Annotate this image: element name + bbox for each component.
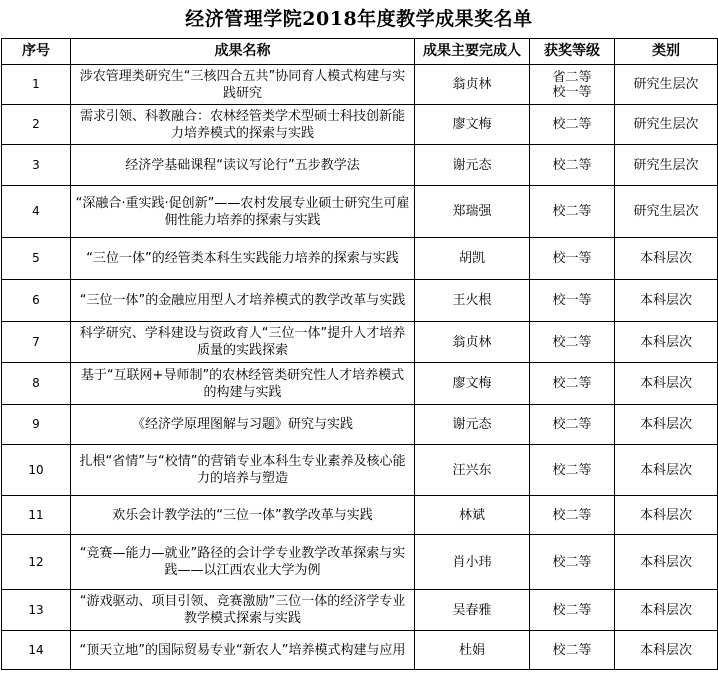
row-award-level: [530, 535, 615, 590]
header-name: 成果名称: [71, 39, 415, 65]
row-index: 8: [2, 363, 71, 405]
table-row: [2, 186, 718, 238]
row-index: 2: [2, 105, 71, 145]
row-people: 谢元态: [415, 145, 530, 186]
table-row: [2, 105, 718, 145]
row-category: 研究生层次: [615, 65, 718, 105]
award-level-text: 校二等: [552, 642, 592, 658]
row-achievement-name: 经济学基础课程“读议写论行”五步教学法: [71, 145, 415, 186]
row-index: 10: [2, 445, 71, 496]
table-row: [2, 631, 718, 670]
row-award-level: [530, 145, 615, 186]
row-index: 4: [2, 186, 71, 238]
row-achievement-name: 扎根“省情”与“校情”的营销专业本科生专业素养及核心能力的培养与塑造: [71, 445, 415, 496]
row-achievement-name: “游戏驱动、项目引领、竞赛激励”三位一体的经济学专业教学模式探索与实践: [71, 590, 415, 631]
row-index: 7: [2, 322, 71, 363]
award-level-text: 省二等: [552, 69, 592, 85]
row-category: 本科层次: [615, 631, 718, 670]
row-achievement-name: “深融合·重实践·促创新”——农村发展专业硕士研究生可雇佣性能力培养的探索与实践: [71, 186, 415, 238]
row-achievement-name: 基于“互联网+导师制”的农林经管类研究性人才培养模式的构建与实践: [71, 363, 415, 405]
award-level-text: 校二等: [552, 462, 592, 478]
row-award-level: [530, 405, 615, 445]
row-award-level: [530, 363, 615, 405]
row-people: 翁贞林: [415, 322, 530, 363]
row-people: 廖文梅: [415, 105, 530, 145]
award-level-text: 校二等: [552, 117, 592, 132]
table-row: [2, 496, 718, 535]
table-row: [2, 405, 718, 445]
row-people: 翁贞林: [415, 65, 530, 105]
row-category: 研究生层次: [615, 105, 718, 145]
row-people: 谢元态: [415, 405, 530, 445]
row-award-level: [530, 496, 615, 535]
row-achievement-name: “竞赛—能力—就业”路径的会计学专业教学改革探索与实践——以江西农业大学为例: [71, 535, 415, 590]
award-level-text: 校一等: [552, 84, 592, 100]
row-people: 肖小玮: [415, 535, 530, 590]
row-achievement-name: “顶天立地”的国际贸易专业“新农人”培养模式构建与应用: [71, 631, 415, 670]
row-achievement-name: “三位一体”的经管类本科生实践能力培养的探索与实践: [71, 238, 415, 280]
row-award-level: [530, 65, 615, 105]
row-award-level: [530, 105, 615, 145]
header-people: 成果主要完成人: [415, 39, 530, 65]
table-body: [2, 65, 718, 670]
row-award-level: [530, 445, 615, 496]
row-award-level: [530, 322, 615, 363]
header-row: [2, 39, 718, 65]
header-category: 类别: [615, 39, 718, 65]
row-category: 本科层次: [615, 405, 718, 445]
row-achievement-name: 科学研究、学科建设与资政育人“三位一体”提升人才培养质量的实践探索: [71, 322, 415, 363]
header-level: 获奖等级: [530, 39, 615, 65]
row-people: 王火根: [415, 280, 530, 322]
row-achievement-name: “三位一体”的金融应用型人才培养模式的教学改革与实践: [71, 280, 415, 322]
row-index: 6: [2, 280, 71, 322]
row-people: 廖文梅: [415, 363, 530, 405]
table-row: [2, 145, 718, 186]
award-level-text: 校一等: [552, 293, 592, 308]
row-index: 12: [2, 535, 71, 590]
row-index: 14: [2, 631, 71, 670]
row-achievement-name: 需求引领、科教融合：农林经管类学术型硕士科技创新能力培养模式的探索与实践: [71, 105, 415, 145]
table-row: [2, 322, 718, 363]
row-award-level: [530, 631, 615, 670]
row-category: 本科层次: [615, 238, 718, 280]
award-level-text: 校二等: [552, 417, 592, 432]
document-title: 经济管理学院2018年度教学成果奖名单: [185, 8, 533, 30]
row-category: 本科层次: [615, 445, 718, 496]
row-people: 郑瑞强: [415, 186, 530, 238]
award-level-text: 校二等: [552, 602, 592, 618]
row-award-level: [530, 280, 615, 322]
row-category: 本科层次: [615, 496, 718, 535]
row-award-level: [530, 590, 615, 631]
table-row: [2, 65, 718, 105]
row-people: 吴春雅: [415, 590, 530, 631]
row-award-level: [530, 186, 615, 238]
row-achievement-name: 《经济学原理图解与习题》研究与实践: [71, 405, 415, 445]
row-index: 3: [2, 145, 71, 186]
row-category: 本科层次: [615, 590, 718, 631]
row-achievement-name: 欢乐会计教学法的“三位一体”教学改革与实践: [71, 496, 415, 535]
award-level-text: 校二等: [552, 204, 592, 219]
table-row: [2, 363, 718, 405]
award-level-text: 校一等: [552, 251, 592, 266]
row-people: 胡凯: [415, 238, 530, 280]
row-category: 本科层次: [615, 535, 718, 590]
award-level-text: 校二等: [552, 157, 592, 173]
row-category: 研究生层次: [615, 145, 718, 186]
row-category: 本科层次: [615, 280, 718, 322]
row-people: 汪兴东: [415, 445, 530, 496]
row-award-level: [530, 238, 615, 280]
table-row: [2, 445, 718, 496]
row-category: 研究生层次: [615, 186, 718, 238]
row-index: 5: [2, 238, 71, 280]
row-index: 13: [2, 590, 71, 631]
row-category: 本科层次: [615, 363, 718, 405]
row-people: 杜娟: [415, 631, 530, 670]
table-row: [2, 590, 718, 631]
table-row: [2, 280, 718, 322]
table-row: [2, 238, 718, 280]
row-index: 1: [2, 65, 71, 105]
award-level-text: 校二等: [552, 334, 592, 350]
award-level-text: 校二等: [552, 376, 592, 391]
award-level-text: 校二等: [552, 507, 592, 523]
award-level-text: 校二等: [552, 554, 592, 570]
awards-table: [1, 38, 718, 670]
row-category: 本科层次: [615, 322, 718, 363]
header-index: 序号: [2, 39, 71, 65]
row-index: 11: [2, 496, 71, 535]
row-achievement-name: 涉农管理类研究生“三核四合五共”协同育人模式构建与实践研究: [71, 65, 415, 105]
row-index: 9: [2, 405, 71, 445]
row-people: 林斌: [415, 496, 530, 535]
table-row: [2, 535, 718, 590]
